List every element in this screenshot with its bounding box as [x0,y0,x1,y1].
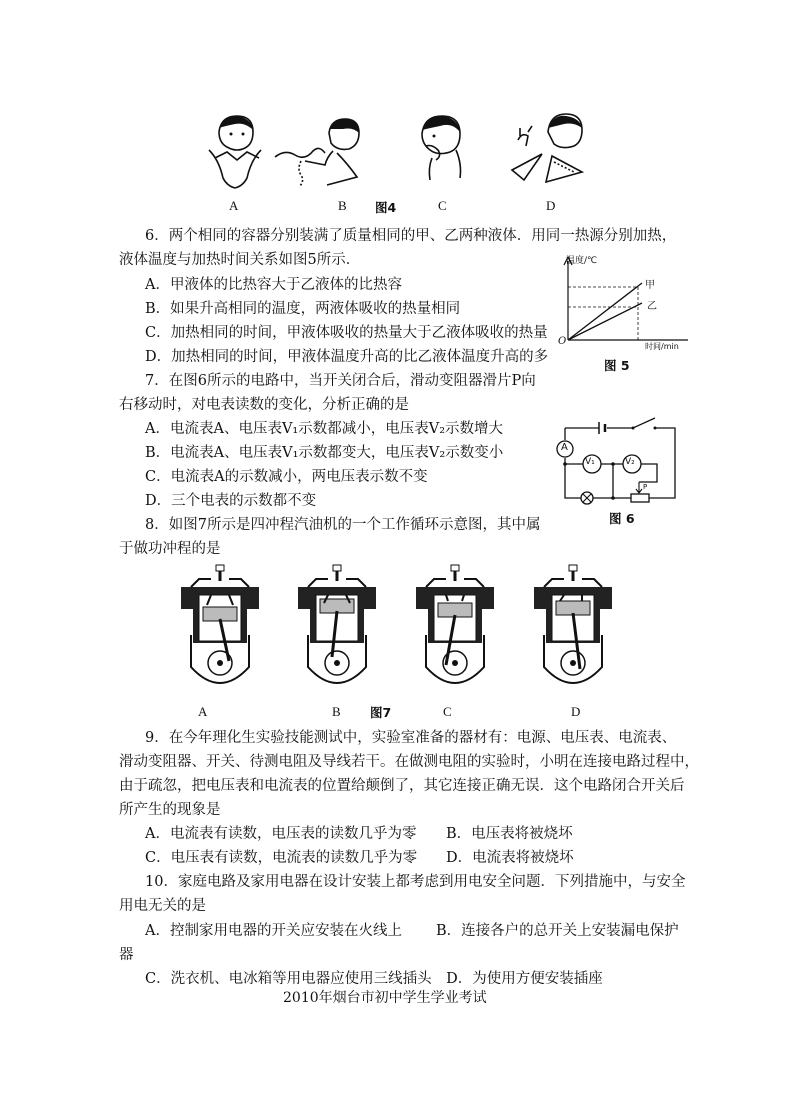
fig5-line-jia [568,283,642,340]
fig7-label-c: C [443,704,452,719]
fig4-illustration-c [412,110,472,185]
fig7-engine-b [294,565,380,695]
q6-option-a: A．甲液体的比热容大于乙液体的比热容 [145,277,402,293]
q6-option-c: C．加热相同的时间，甲液体吸收的热量大于乙液体吸收的热量 [145,325,548,341]
fig7-label-b: B [332,704,341,719]
q8-stem-1: 8．如图7所示是四冲程汽油机的一个工作循环示意图，其中属 [145,517,541,533]
fig5-y-label: 温度/℃ [566,256,598,266]
fig6-rheostat [631,494,649,502]
fig5-graph [560,255,700,355]
q7-option-a: A．电流表A、电压表V₁示数都减小，电压表V₂示数增大 [145,421,504,437]
fig6-slider-label: P [643,483,648,491]
exam-footer: 2010年烟台市初中学生学业考试 [283,990,487,1006]
q7-option-c: C．电流表A的示数减小，两电压表示数不变 [145,469,428,485]
fig4-illustration-b [273,117,363,187]
fig7-label-d: D [571,704,581,719]
fig5-origin: O [558,336,567,347]
q10-option-b-cont: 器 [119,947,134,963]
q10-option-a: A．控制家用电器的开关应安装在火线上 [145,923,402,939]
q9-option-b: B．电压表将被烧坏 [446,826,573,842]
fig7-engine-a [177,565,263,695]
fig7-engine-c [412,565,498,695]
q9-option-c: C．电压表有读数，电流表的读数几乎为零 [145,850,418,866]
q7-option-d: D．三个电表的示数都不变 [145,493,317,509]
fig7-engine-d [530,565,616,695]
q7-stem-1: 7．在图6所示的电路中，当开关闭合后，滑动变阻器滑片P向 [145,373,536,389]
q10-stem-2: 用电无关的是 [119,898,206,914]
fig6-ammeter-label: A [561,442,568,453]
q10-option-cd: C．洗衣机、电冰箱等用电器应使用三线插头 D．为使用方便安装插座 [145,971,603,987]
fig4-label-b: B [338,198,347,213]
fig7-caption: 图7 [370,705,392,720]
q9-stem-2: 滑动变阻器、开关、待测电阻及导线若干。在做测电阻的实验时，小明在连接电路过程中， [119,754,699,770]
q10-option-b: B．连接各户的总开关上安装漏电保护 [436,923,679,939]
fig7-label-a: A [198,704,208,719]
fig6-caption: 图 6 [609,511,635,526]
q6-stem-2: 液体温度与加热时间关系如图5所示． [119,252,361,268]
q7-option-b: B．电流表A、电压表V₁示数都变大，电压表V₂示数变小 [145,445,504,461]
fig4-caption: 图4 [375,200,397,215]
q9-option-d: D．电流表将被烧坏 [446,850,574,866]
q9-stem-4: 所产生的现象是 [119,802,221,818]
q6-option-b: B．如果升高相同的温度，两液体吸收的热量相同 [145,301,461,317]
fig4-illustration-d [508,110,588,190]
q6-stem-1: 6．两个相同的容器分别装满了质量相同的甲、乙两种液体．用同一热源分别加热， [145,228,677,244]
fig5-series-jia: 甲 [645,280,655,291]
q9-stem-1: 9．在今年理化生实验技能测试中，实验室准备的器材有：电源、电压表、电流表、 [145,730,677,746]
fig4-label-c: C [438,198,447,213]
fig4-label-a: A [229,198,239,213]
q10-stem-1: 10．家庭电路及家用电器在设计安装上都考虑到用电安全问题．下列措施中，与安全 [145,874,686,890]
fig5-line-yi [568,303,642,340]
fig6-circuit [553,420,683,510]
q9-option-a: A．电流表有读数，电压表的读数几乎为零 [145,826,417,842]
q7-stem-2: 右移动时，对电表读数的变化，分析正确的是 [119,397,409,413]
fig4-illustration-a [205,110,265,190]
q9-stem-3: 由于疏忽，把电压表和电流表的位置给颠倒了，其它连接正确无误．这个电路闭合开关后 [119,778,685,794]
fig6-voltmeter-1-label: V₁ [585,457,595,467]
fig5-series-yi: 乙 [647,301,657,312]
q8-stem-2: 于做功冲程的是 [119,541,221,557]
fig6-voltmeter-2-label: V₂ [625,457,635,467]
fig4-label-d: D [546,198,556,213]
fig5-caption: 图 5 [604,358,630,373]
fig5-x-label: 时间/min [645,342,679,351]
q6-option-d: D．加热相同的时间，甲液体温度升高的比乙液体温度升高的多 [145,349,549,365]
